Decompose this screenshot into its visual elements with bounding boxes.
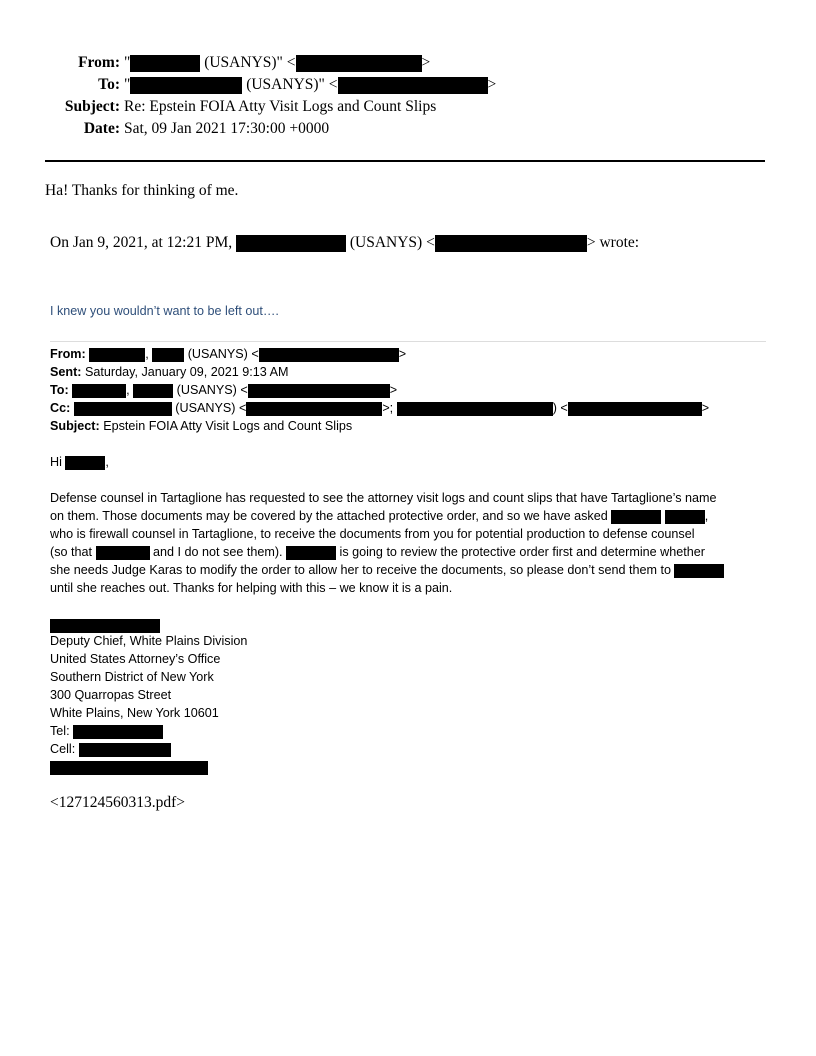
inner-from-row: From: , (USANYS) < > (50, 347, 407, 361)
date-value: Sat, 09 Jan 2021 17:30:00 +0000 (124, 120, 330, 137)
redaction-block (246, 402, 382, 416)
redaction-block (130, 55, 200, 72)
redaction-block (397, 402, 553, 416)
body-line-5 (50, 561, 770, 579)
body-line-2-comma: , (704, 509, 709, 523)
from-mid-text: (USANYS)" < (204, 54, 296, 71)
inner-from-mid: (USANYS) < (187, 347, 259, 361)
greeting-comma: , (105, 455, 109, 469)
body-line-4a: (so that (50, 545, 92, 559)
quote-intro-start: On Jan 9, 2021, at 12:21 PM, (50, 234, 233, 251)
body-line-5-text: she needs Judge Karas to modify the order to allow her to receive the documents, so please don’t send them to (50, 563, 671, 577)
redaction-block (73, 725, 163, 739)
header-to-row: To: " (USANYS)" < > (0, 74, 816, 96)
redaction-block (665, 510, 705, 524)
signature-street: 300 Quarropas Street (50, 688, 172, 702)
forward-divider (50, 341, 766, 342)
greeting-hi: Hi (50, 455, 62, 469)
inner-to-row: To: , (USANYS) < > (50, 383, 398, 397)
cell-label: Cell: (50, 742, 76, 756)
message-body (50, 489, 770, 597)
tel-label: Tel: (50, 724, 70, 738)
body-line-2 (50, 507, 770, 525)
body-line-4 (50, 543, 770, 561)
redaction-block (248, 384, 390, 398)
to-label: To: (98, 76, 120, 93)
inner-cc-sep: >; (382, 401, 394, 415)
inner-sent-value: Saturday, January 09, 2021 9:13 AM (84, 365, 289, 379)
redaction-block (611, 510, 661, 524)
inner-cc-label: Cc: (50, 401, 71, 415)
inner-from-label: From: (50, 347, 86, 361)
to-end-text: > (487, 76, 497, 93)
redaction-block (568, 402, 702, 416)
body-line-1: Defense counsel in Tartaglione has requested to see the attorney visit logs and count slips that have Tartaglione’s name (50, 491, 717, 505)
inner-subject-label: Subject: (50, 419, 100, 433)
inner-to-label: To: (50, 383, 69, 397)
inner-from-end: > (398, 347, 407, 361)
signature-district: Southern District of New York (50, 670, 214, 684)
inner-cc-paren: ) < (552, 401, 568, 415)
redaction-block (286, 546, 336, 560)
inner-sent-row (50, 363, 709, 381)
quote-intro-end: > wrote: (586, 234, 640, 251)
to-mid-text: (USANYS)" < (246, 76, 338, 93)
redaction-block (79, 743, 171, 757)
redaction-block (296, 55, 422, 72)
signature-office: United States Attorney’s Office (50, 652, 221, 666)
reply-body: Ha! Thanks for thinking of me. (45, 182, 239, 199)
redaction-block (96, 546, 150, 560)
inner-to-end: > (389, 383, 398, 397)
redaction-block (133, 384, 173, 398)
body-line-3: who is firewall counsel in Tartaglione, to receive the documents from you for potential production to defense counsel (50, 527, 695, 541)
quote-intro-mid: (USANYS) < (349, 234, 435, 251)
header-subject-row (0, 96, 816, 118)
inner-cc-end: > (701, 401, 710, 415)
body-line-4c: is going to review the protective order first and determine whether (339, 545, 705, 559)
inner-email-header (50, 345, 709, 435)
redaction-block (50, 761, 208, 775)
redaction-block (89, 348, 145, 362)
redaction-block (65, 456, 105, 470)
redaction-block (152, 348, 184, 362)
redaction-block (74, 402, 172, 416)
redaction-block (435, 235, 587, 252)
from-label: From: (78, 54, 120, 71)
inner-sent-label: Sent: (50, 365, 82, 379)
inner-cc-row (50, 399, 709, 417)
redaction-block (338, 77, 488, 94)
quote-intro (50, 233, 639, 253)
signature-block (50, 632, 770, 776)
redaction-block (259, 348, 399, 362)
forward-note: I knew you wouldn’t want to be left out…. (50, 304, 279, 318)
redaction-block (674, 564, 724, 578)
inner-subject-row (50, 417, 709, 435)
date-label: Date: (83, 120, 120, 137)
header-divider (45, 160, 765, 162)
body-line-4b: and I do not see them). (153, 545, 283, 559)
redaction-block (236, 235, 346, 252)
greeting (50, 453, 109, 471)
body-line-2-text: on them. Those documents may be covered by the attached protective order, and so we have asked (50, 509, 608, 523)
attachment-name[interactable]: <127124560313.pdf> (50, 794, 186, 811)
redaction-block (130, 77, 242, 94)
subject-label: Subject: (64, 98, 120, 115)
inner-subject-value: Epstein FOIA Atty Visit Logs and Count Slips (103, 419, 353, 433)
signature-cell (50, 740, 770, 758)
signature-title: Deputy Chief, White Plains Division (50, 634, 248, 648)
subject-value: Re: Epstein FOIA Atty Visit Logs and Count Slips (124, 98, 437, 115)
signature-tel (50, 722, 770, 740)
signature-city: White Plains, New York 10601 (50, 706, 219, 720)
body-line-6: until she reaches out. Thanks for helping with this – we know it is a pain. (50, 581, 453, 595)
header-from-row: From: " (USANYS)" < > (0, 52, 816, 74)
from-end-text: > (421, 54, 431, 71)
redaction-block (72, 384, 126, 398)
inner-to-mid: (USANYS) < (176, 383, 248, 397)
header-date-row (0, 118, 816, 140)
inner-cc-mid: (USANYS) < (175, 401, 247, 415)
signature-email-redaction (50, 758, 770, 776)
